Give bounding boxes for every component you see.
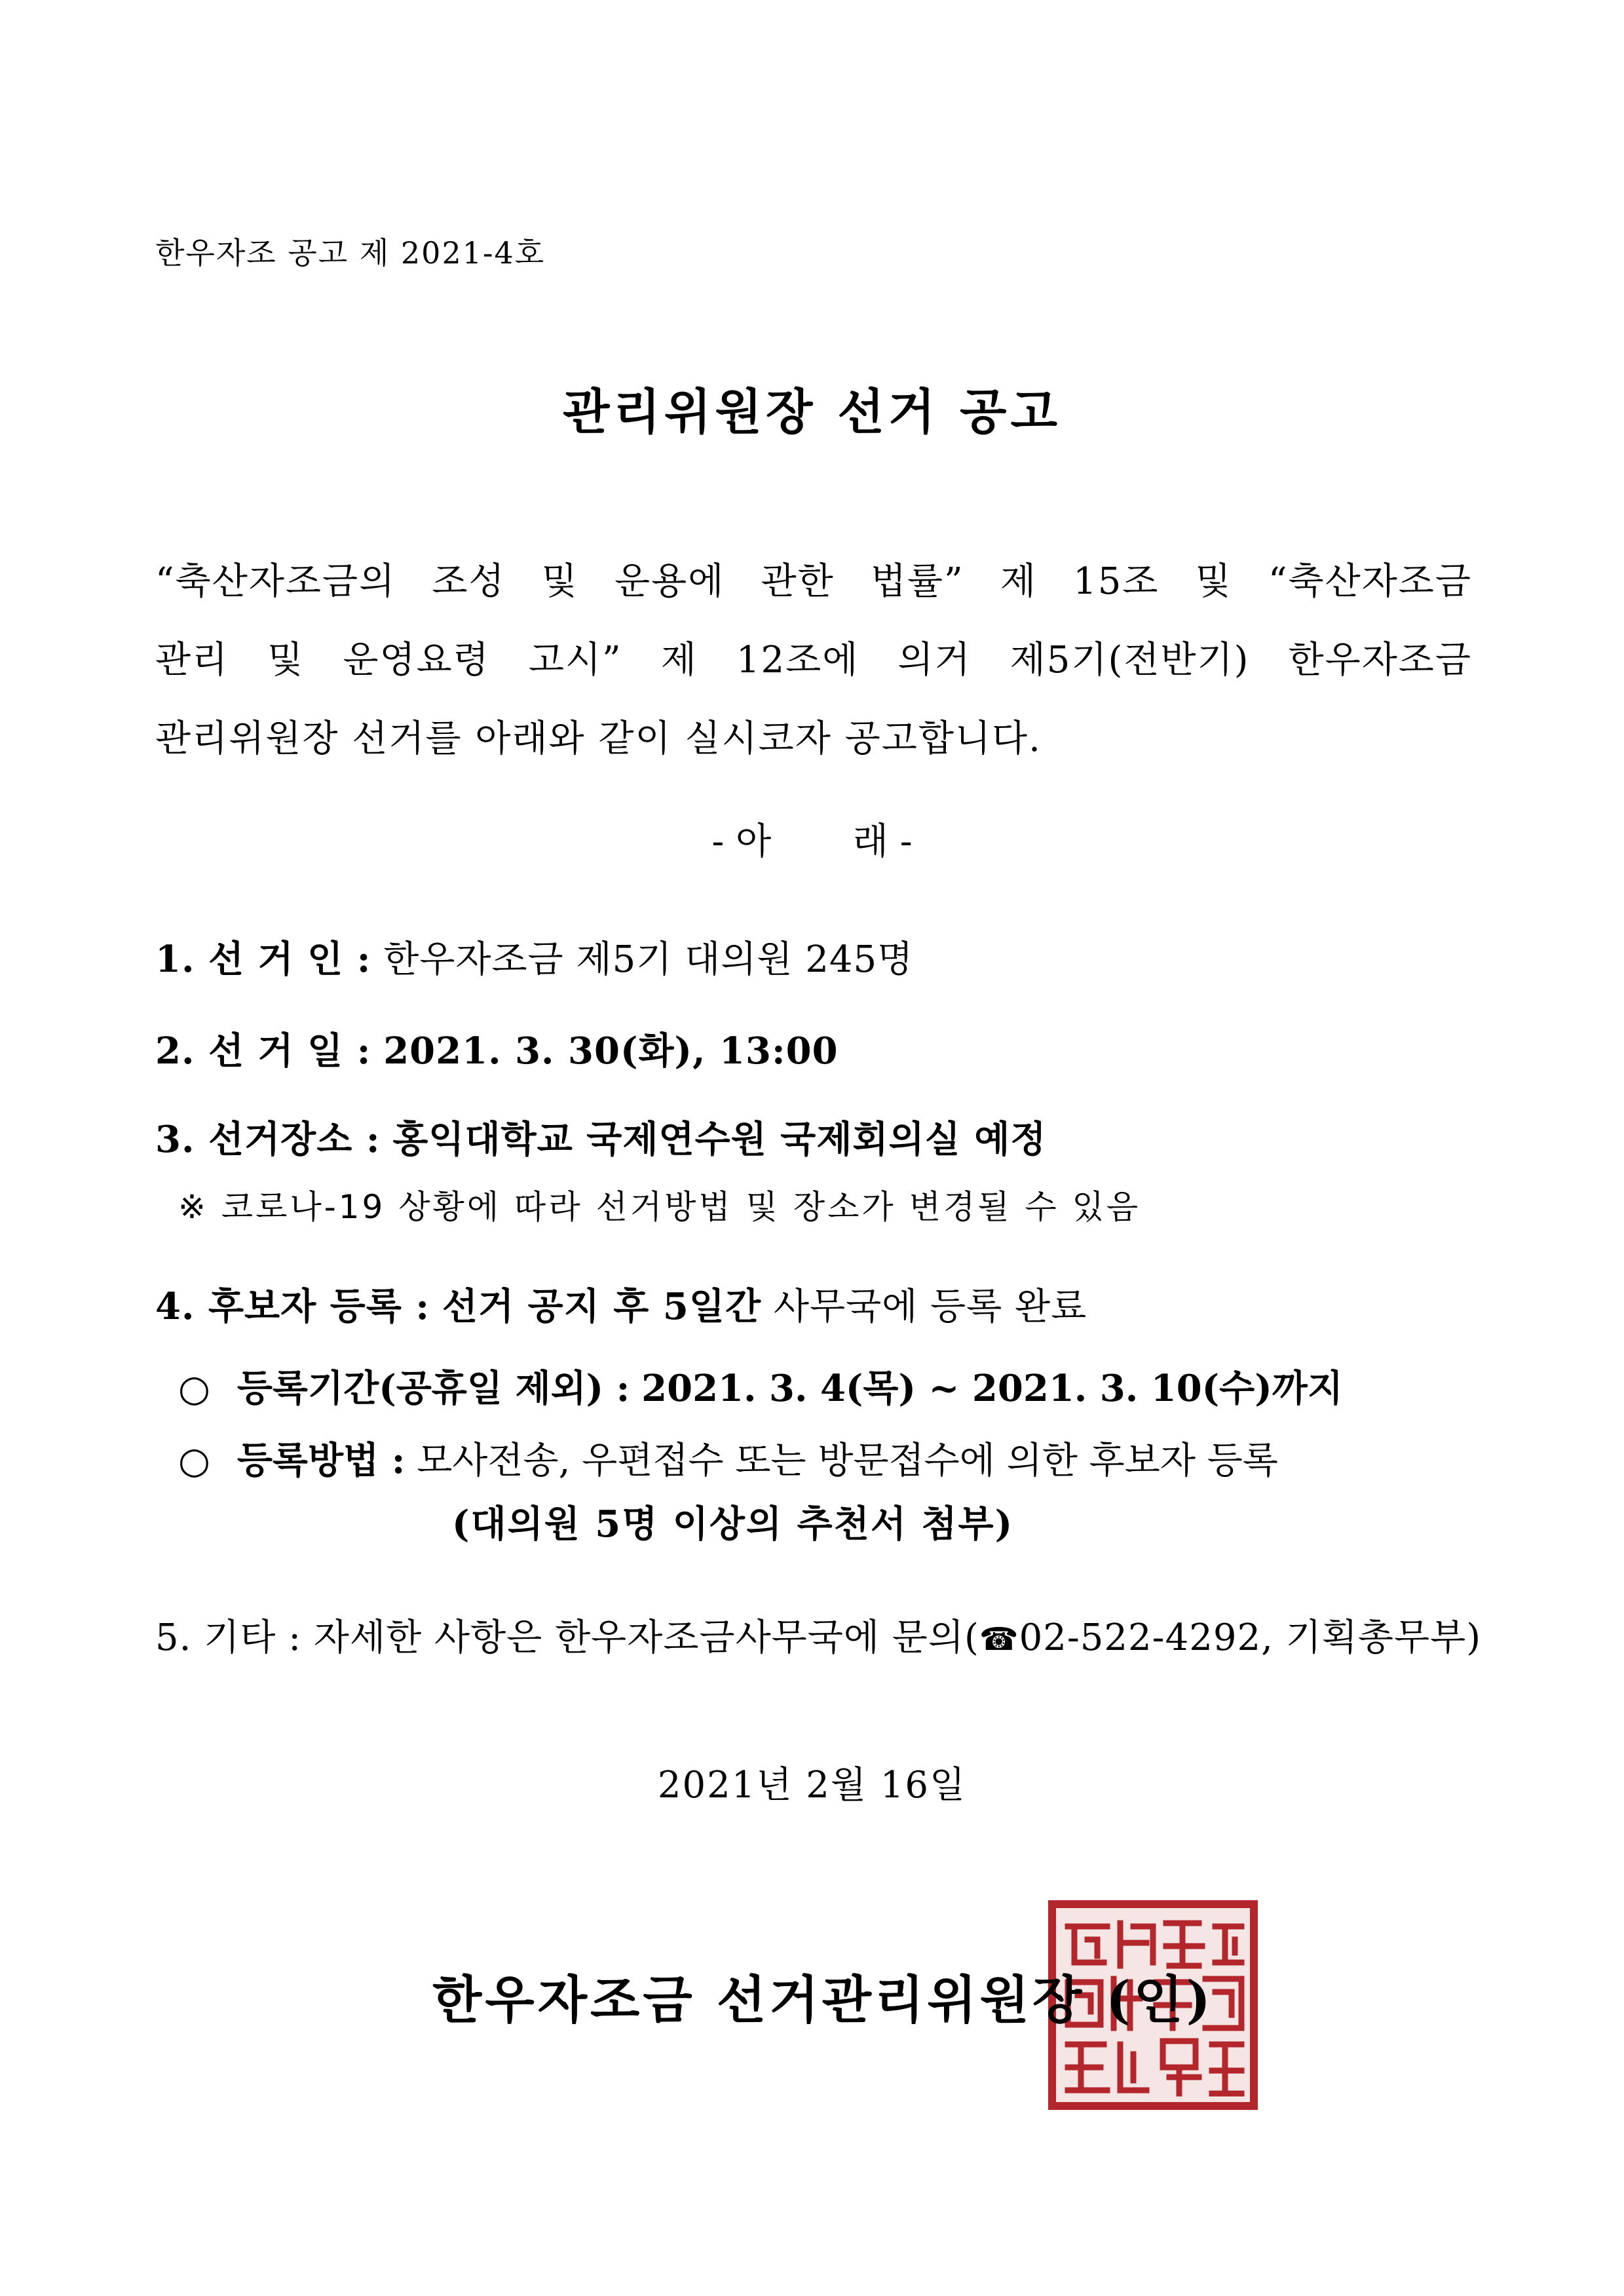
item-label: 4. 후보자 등록 : [155,1285,430,1328]
intro-line-1: “축산자조금의 조성 및 운용에 관한 법률” 제 15조 및 “축산자조금 [155,560,1472,603]
venue-note: ※ 코로나-19 상황에 따라 선거방법 및 장소가 변경될 수 있음 [178,1188,1141,1226]
item-label: 3. 선거장소 : [155,1118,381,1161]
sub-item-period [178,1360,1343,1412]
item-value: 한우자조금 제5기 대의원 245명 [383,938,914,981]
item-value: 사무국에 등록 완료 [773,1286,1087,1328]
intro-paragraph [155,543,1472,778]
bullet-circle-icon: ○ [178,1440,210,1482]
page-title: 관리위원장 선거 공고 [563,384,1061,440]
item-value-bold: 선거 공지 후 5일간 [442,1285,762,1328]
item-value-post: , 기획총무부) [1261,1617,1482,1659]
item-venue [155,1111,1046,1163]
item-value-pre: 자세한 사항은 한우자조금사무국에 문의( [313,1617,979,1659]
item-value: 홍익대학교 국제연수원 국제회의실 예정 [392,1118,1047,1161]
item-value: 2021. 3. 30(화), 13:00 [383,1029,839,1073]
phone-icon: ☎ [979,1621,1019,1658]
below-heading: - 아 래 - [711,820,913,863]
item-electors [155,930,913,983]
method-continuation: (대의원 5명 이상의 추천서 첨부) [452,1502,1014,1546]
item-label: 1. 선 거 인 : [155,938,371,981]
sub-item-label: 등록방법 : [236,1439,406,1482]
notice-date: 2021년 2월 16일 [657,1764,967,1807]
intro-line-2: 관리 및 운영요령 고시” 제 12조에 의거 제5기(전반기) 한우자조금 [155,639,1472,681]
item-candidate [155,1278,1087,1330]
item-other [155,1609,1481,1661]
phone-number: 02-522-4292 [1019,1617,1262,1659]
sub-item-value: 모사전송, 우편접수 또는 방문접수에 의한 후보자 등록 [417,1440,1278,1482]
notice-number: 한우자조 공고 제 2021-4호 [155,235,546,271]
signer: 한우자조금 선거관리위원장 (인) [432,1970,1214,2030]
sub-item-label: 등록기간(공휴일 제외) : [236,1367,630,1410]
intro-line-3: 관리위원장 선거를 아래와 같이 실시코자 공고합니다. [155,718,1042,760]
sub-item-value: 2021. 3. 4(목) ~ 2021. 3. 10(수)까지 [641,1367,1343,1410]
item-label: 5. 기타 : [155,1617,302,1659]
bullet-circle-icon: ○ [178,1368,210,1410]
item-label: 2. 선 거 일 : [155,1029,371,1073]
item-election-day [155,1022,839,1075]
sub-item-method [178,1432,1278,1484]
